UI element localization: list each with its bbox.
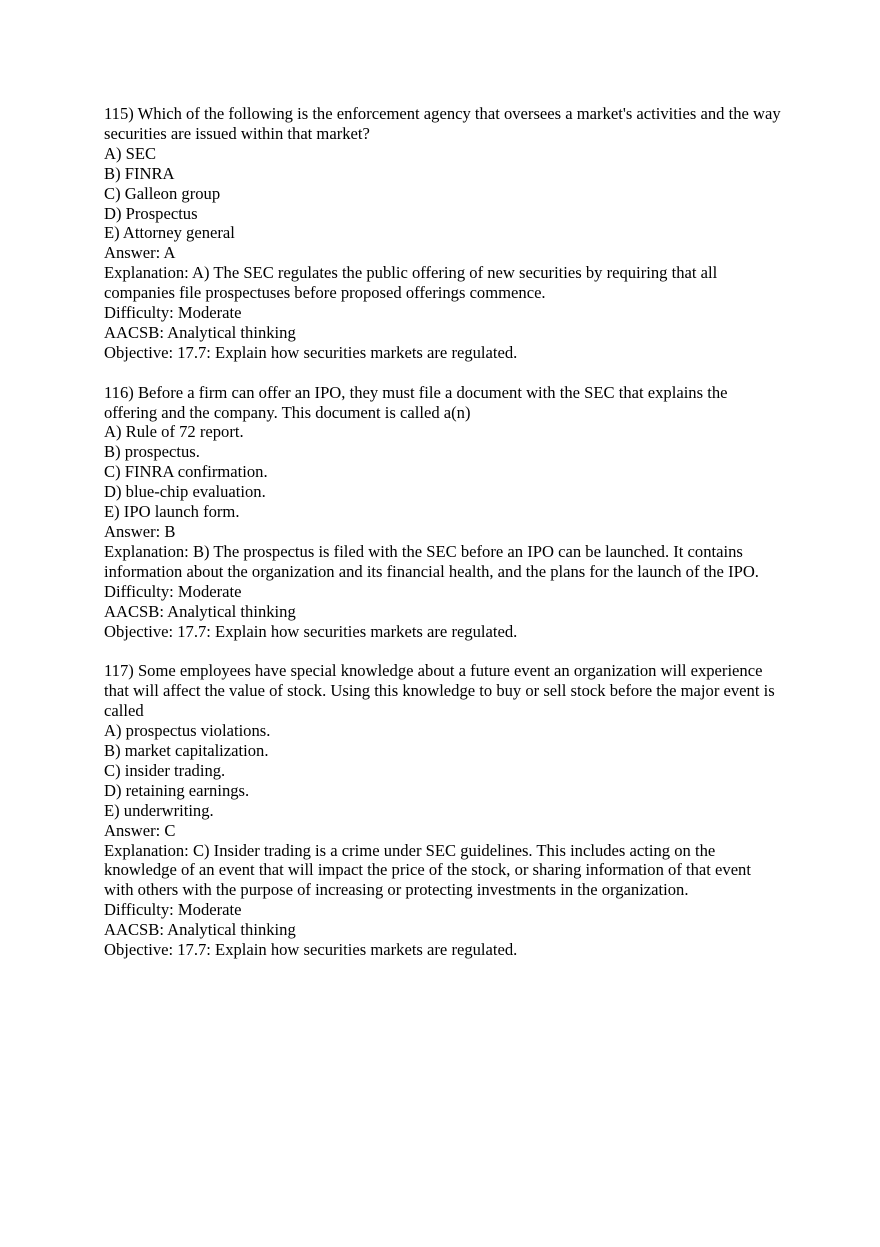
option-d: D) blue-chip evaluation. — [104, 482, 266, 502]
option-a: A) SEC — [104, 143, 157, 163]
question-stem: 117) Some employees have special knowledge about a future event an organization will experience that will affect the value of stock. Using this knowledge to buy or sell stock before the major event is called — [104, 661, 775, 721]
option-b: B) market capitalization. — [104, 740, 269, 760]
option-a: A) prospectus violations. — [104, 721, 271, 741]
option-e: E) underwriting. — [104, 800, 214, 820]
aacsb: AACSB: Analytical thinking — [104, 322, 296, 342]
question-stem: 116) Before a firm can offer an IPO, they must file a document with the SEC that explains the offering and the company. This document is called a(n) — [104, 382, 728, 422]
option-b: B) FINRA — [104, 163, 175, 183]
objective: Objective: 17.7: Explain how securities markets are regulated. — [104, 940, 518, 960]
option-b: B) prospectus. — [104, 442, 200, 462]
explanation: Explanation: B) The prospectus is filed with the SEC before an IPO can be launched. It contains information about the organization and its financial health, and the plans for the launch of the IPO. — [104, 541, 759, 581]
question-list — [104, 104, 784, 980]
option-e: E) IPO launch form. — [104, 502, 240, 522]
difficulty: Difficulty: Moderate — [104, 303, 242, 323]
option-d: D) Prospectus — [104, 203, 198, 223]
option-c: C) FINRA confirmation. — [104, 462, 268, 482]
option-c: C) Galleon group — [104, 183, 221, 203]
answer: Answer: C — [104, 820, 176, 840]
answer: Answer: B — [104, 522, 176, 542]
question-item-115 — [104, 104, 784, 363]
difficulty: Difficulty: Moderate — [104, 900, 242, 920]
option-d: D) retaining earnings. — [104, 780, 250, 800]
question-item-116 — [104, 383, 784, 642]
option-c: C) insider trading. — [104, 760, 226, 780]
explanation: Explanation: C) Insider trading is a crime under SEC guidelines. This includes acting on the knowledge of an event that will impact the price of the stock, or sharing information of that event with others with the purpose of increasing or protecting investments in the organization. — [104, 840, 751, 900]
option-a: A) Rule of 72 report. — [104, 422, 244, 442]
difficulty: Difficulty: Moderate — [104, 581, 242, 601]
explanation: Explanation: A) The SEC regulates the public offering of new securities by requiring that all companies file prospectuses before proposed offerings commence. — [104, 263, 718, 303]
aacsb: AACSB: Analytical thinking — [104, 601, 296, 621]
question-stem: 115) Which of the following is the enforcement agency that oversees a market's activities and the way securities are issued within that market? — [104, 104, 781, 143]
question-item-117 — [104, 661, 784, 960]
answer: Answer: A — [104, 243, 176, 263]
option-e: E) Attorney general — [104, 223, 235, 243]
objective: Objective: 17.7: Explain how securities markets are regulated. — [104, 621, 518, 641]
aacsb: AACSB: Analytical thinking — [104, 920, 296, 940]
objective: Objective: 17.7: Explain how securities markets are regulated. — [104, 342, 518, 362]
